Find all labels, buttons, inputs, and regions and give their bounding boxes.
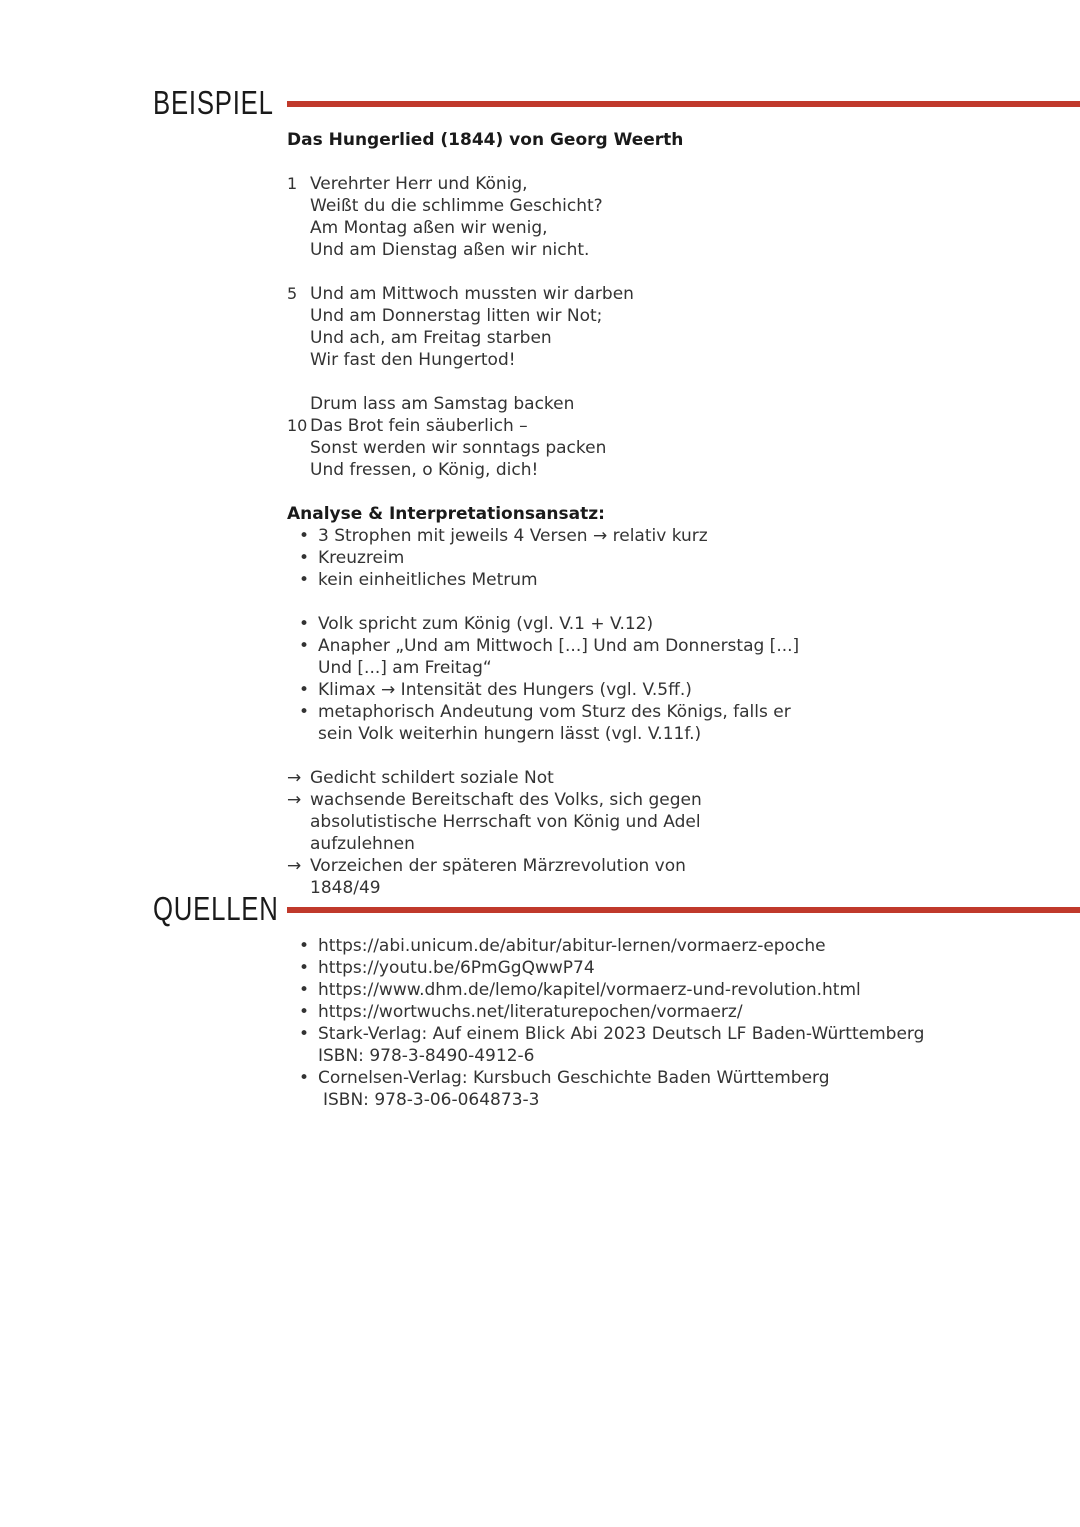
arrow-right-icon: → (287, 790, 302, 810)
conclusion-item: → Gedicht schildert soziale Not (287, 768, 554, 788)
section-label-beispiel: BEISPIEL (153, 84, 274, 121)
list-item: • 3 Strophen mit jeweils 4 Versen → relativ kurz (287, 525, 1067, 547)
poem-verse: Und am Dienstag aßen wir nicht. (310, 240, 590, 260)
poem-verse: 1 Verehrter Herr und König, (287, 174, 528, 194)
list-item: • Volk spricht zum König (vgl. V.1 + V.12) (287, 613, 807, 635)
conclusion-item: → Vorzeichen der späteren Märzrevolution von 1848/49 (287, 856, 686, 898)
conclusion-list (287, 767, 757, 899)
section-divider-beispiel (287, 101, 1080, 107)
poem-verse: Sonst werden wir sonntags packen (310, 438, 607, 458)
list-item: • Anapher „Und am Mittwoch [...] Und am Donnerstag [...] Und [...] am Freitag“ (287, 635, 807, 679)
source-book (287, 1067, 1067, 1111)
poem-verse: Und am Donnerstag litten wir Not; (310, 306, 603, 326)
conclusion-item: → wachsende Bereitschaft des Volks, sich gegen absolutistische Herrschaft von König und Adel aufzulehnen (287, 790, 702, 854)
source-book-isbn: ISBN: 978-3-8490-4912-6 (318, 1046, 535, 1066)
source-link[interactable]: • https://youtu.be/6PmGgQwwP74 (287, 957, 1067, 979)
source-book-title: • Stark-Verlag: Auf einem Blick Abi 2023 Deutsch LF Baden-Württemberg (318, 1024, 925, 1044)
sources-list (287, 935, 1067, 1111)
poem-verse: Und fressen, o König, dich! (310, 460, 539, 480)
poem-verse: Am Montag aßen wir wenig, (310, 218, 548, 238)
poem-stanza-2 (287, 283, 1067, 371)
poem-title: Das Hungerlied (1844) von Georg Weerth (287, 130, 684, 150)
sources-content (287, 935, 1067, 1111)
source-link[interactable]: • https://abi.unicum.de/abitur/abitur-lernen/vormaerz-epoche (287, 935, 1067, 957)
analysis-list-content (287, 613, 807, 745)
section-divider-quellen (287, 907, 1080, 913)
arrow-right-icon: → (287, 856, 302, 876)
beispiel-content (287, 129, 1067, 899)
poem-verse: 5 Und am Mittwoch mussten wir darben (287, 284, 634, 304)
source-book-isbn: ISBN: 978-3-06-064873-3 (323, 1090, 540, 1110)
poem-verse: 10 Das Brot fein säuberlich – (287, 416, 528, 436)
list-item: • Kreuzreim (287, 547, 1067, 569)
poem-verse: Drum lass am Samstag backen (310, 394, 575, 414)
poem-stanza-3 (287, 393, 1067, 481)
poem-stanza-1 (287, 173, 1067, 261)
section-label-quellen: QUELLEN (153, 890, 279, 927)
verse-number: 10 (287, 416, 308, 435)
analysis-list-form (287, 525, 1067, 591)
source-book-title: • Cornelsen-Verlag: Kursbuch Geschichte Baden Württemberg (318, 1068, 830, 1088)
verse-number: 1 (287, 174, 298, 193)
arrow-right-icon: → (287, 768, 302, 788)
poem-verse: Wir fast den Hungertod! (310, 350, 516, 370)
poem-verse: Weißt du die schlimme Geschicht? (310, 196, 603, 216)
list-item: • metaphorisch Andeutung vom Sturz des Königs, falls er sein Volk weiterhin hungern lässt (vgl. V.11f.) (287, 701, 807, 745)
source-link[interactable]: • https://www.dhm.de/lemo/kapitel/vormaerz-und-revolution.html (287, 979, 1067, 1001)
source-book (287, 1023, 1067, 1067)
list-item: • Klimax → Intensität des Hungers (vgl. V.5ff.) (287, 679, 807, 701)
analysis-heading: Analyse & Interpretationsansatz: (287, 504, 605, 524)
list-item: • kein einheitliches Metrum (287, 569, 1067, 591)
poem-verse: Und ach, am Freitag starben (310, 328, 552, 348)
verse-number: 5 (287, 284, 298, 303)
source-link[interactable]: • https://wortwuchs.net/literaturepochen/vormaerz/ (287, 1001, 1067, 1023)
